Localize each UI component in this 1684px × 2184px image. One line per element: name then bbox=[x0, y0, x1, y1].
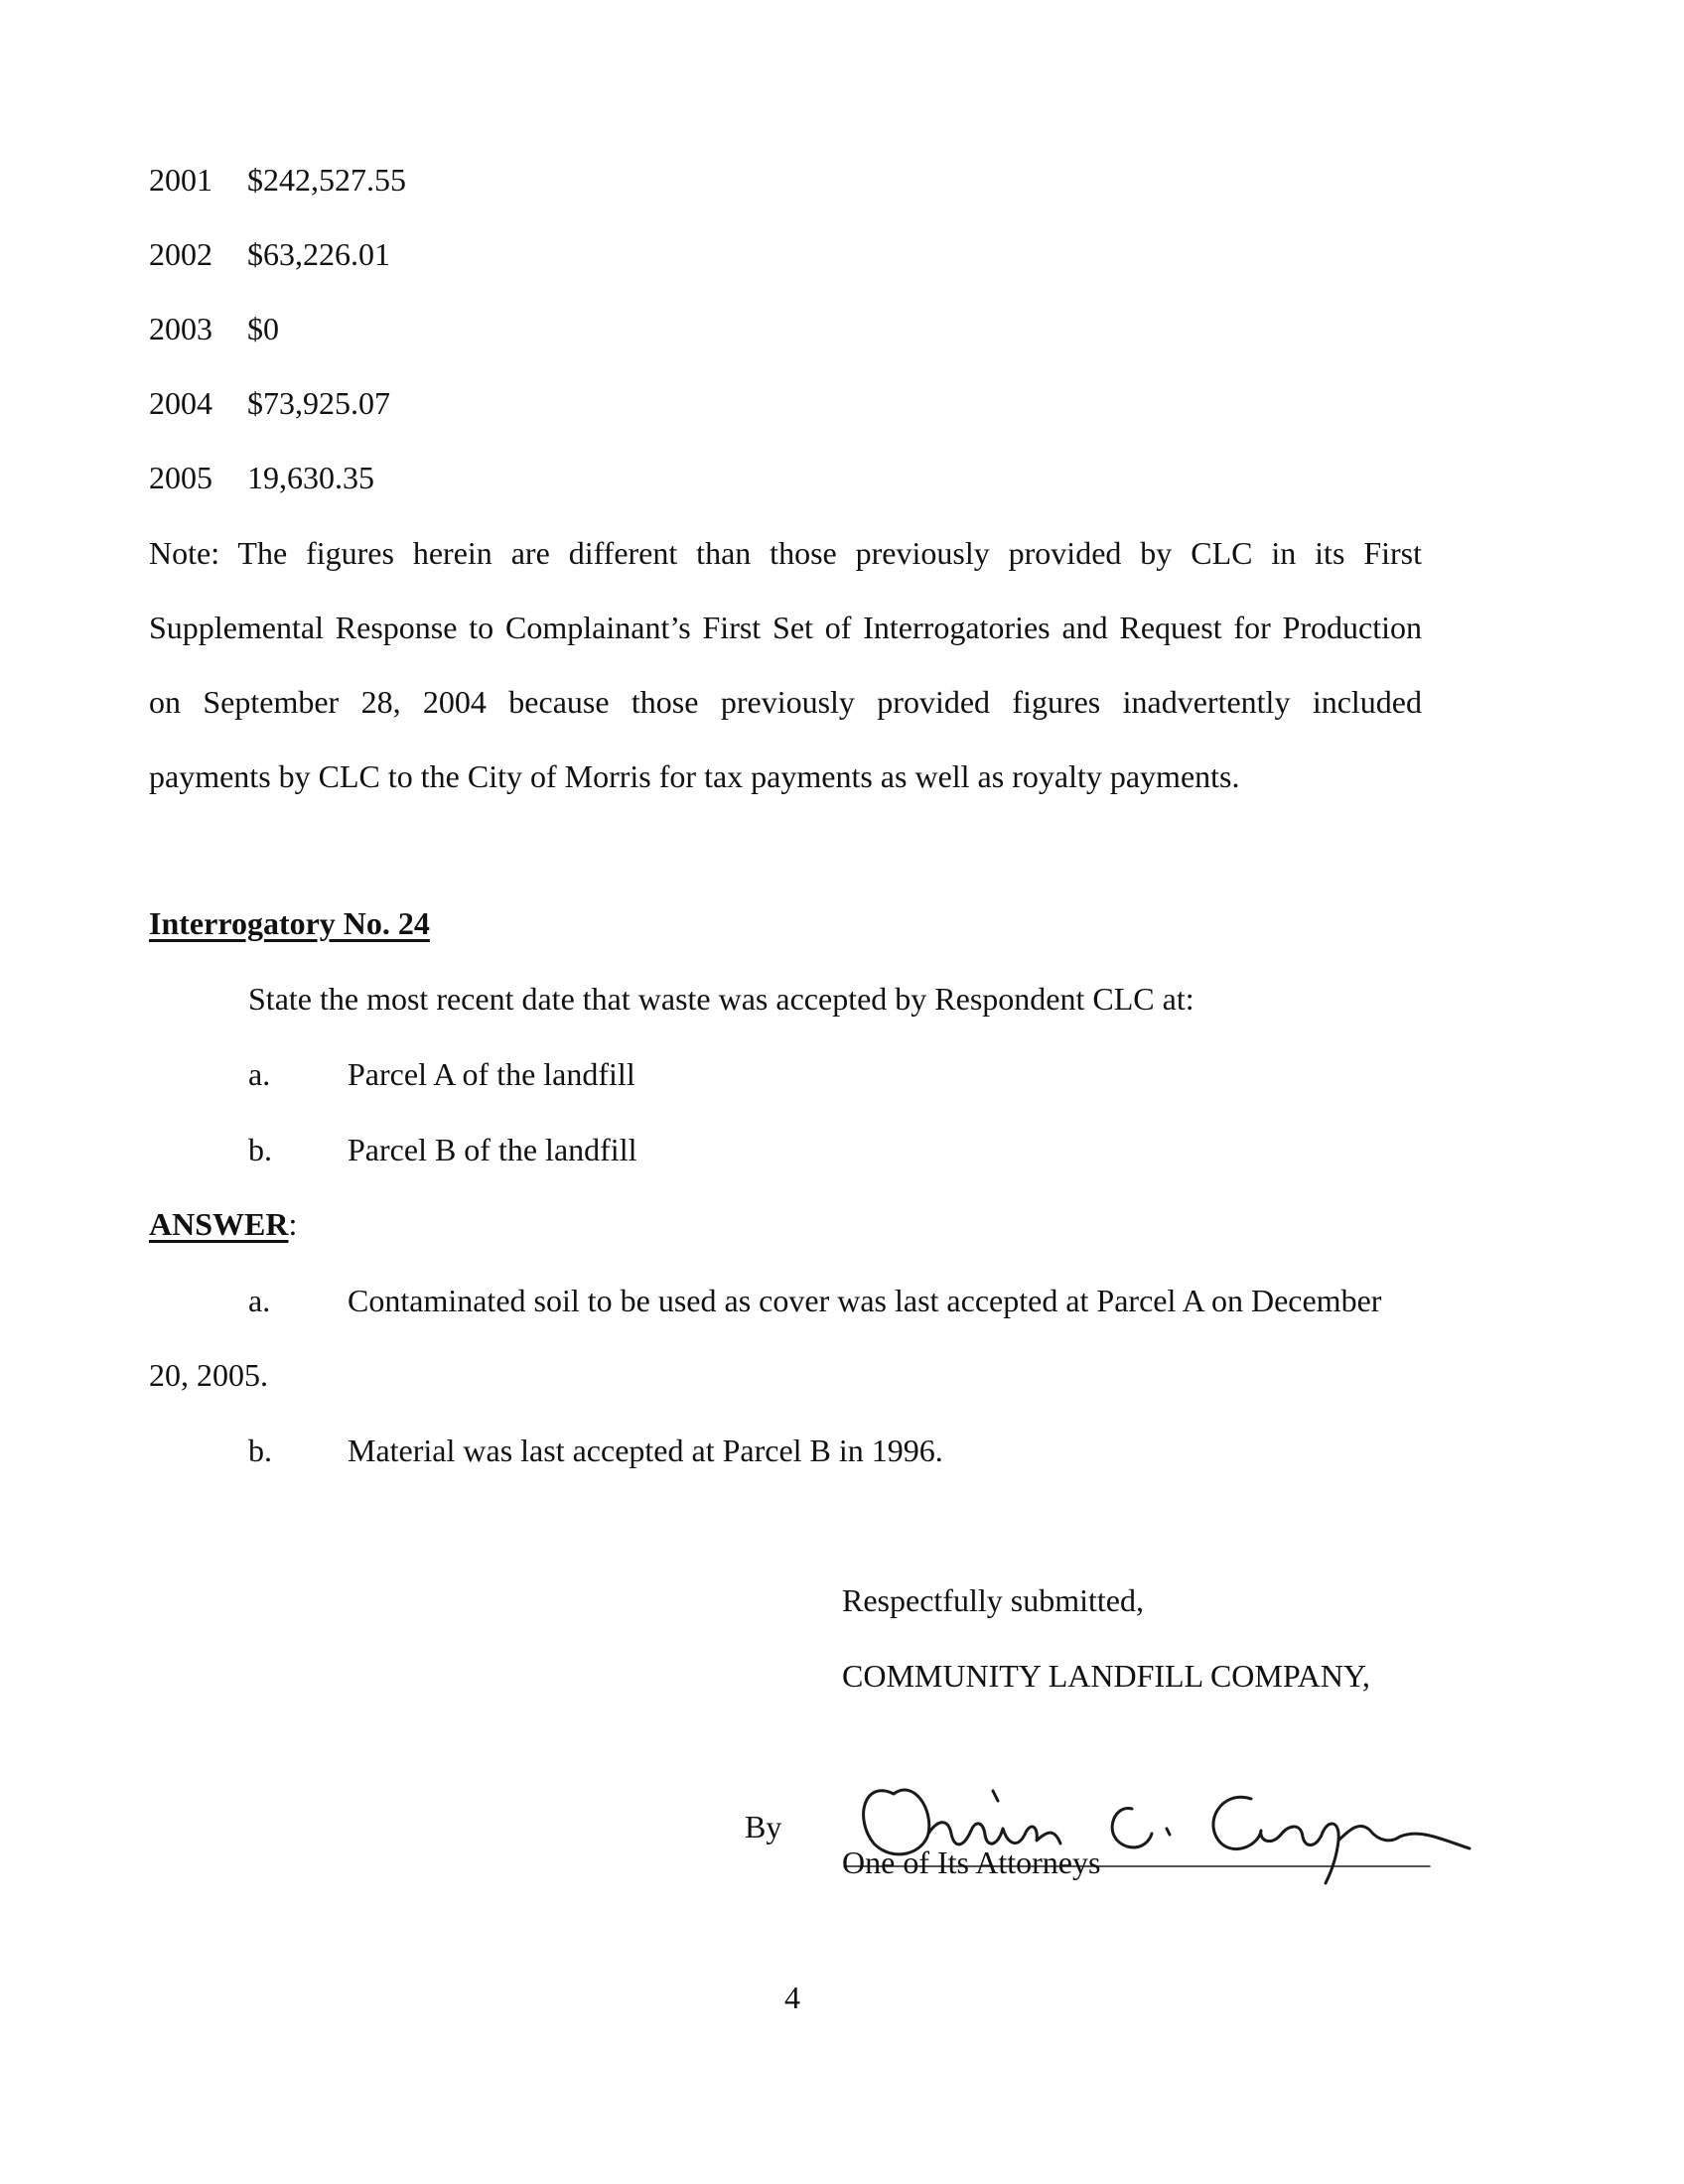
question-item-b-text: Parcel B of the landfill bbox=[348, 1132, 637, 1167]
answer-b-text: Material was last accepted at Parcel B in 1996. bbox=[348, 1433, 943, 1468]
answer-heading: ANSWER bbox=[149, 1206, 289, 1242]
by-label: By bbox=[745, 1809, 782, 1844]
year-2001: 2001 bbox=[149, 162, 212, 198]
company-name: COMMUNITY LANDFILL COMPANY, bbox=[842, 1658, 1370, 1694]
answer-colon: : bbox=[288, 1206, 298, 1242]
amount-2002: $63,226.01 bbox=[247, 236, 390, 272]
amount-2005: 19,630.35 bbox=[247, 460, 374, 495]
answer-b-label: b. bbox=[248, 1433, 272, 1468]
interrogatory-question: State the most recent date that waste was accepted by Respondent CLC at: bbox=[248, 981, 1194, 1017]
amount-2003: $0 bbox=[247, 311, 279, 346]
amount-2001: $242,527.55 bbox=[247, 162, 406, 198]
year-2005: 2005 bbox=[149, 460, 212, 495]
answer-a-label: a. bbox=[248, 1283, 271, 1318]
question-item-b-label: b. bbox=[248, 1132, 272, 1167]
answer-a-text: Contaminated soil to be used as cover was last accepted at Parcel A on December bbox=[348, 1283, 1382, 1318]
question-item-a-label: a. bbox=[248, 1056, 271, 1092]
closing-text: Respectfully submitted, bbox=[842, 1582, 1144, 1618]
amount-2004: $73,925.07 bbox=[247, 385, 390, 421]
page-number: 4 bbox=[784, 1979, 800, 2015]
year-2003: 2003 bbox=[149, 311, 212, 346]
year-2004: 2004 bbox=[149, 385, 212, 421]
answer-heading-wrap bbox=[149, 1206, 297, 1243]
attorney-role: One of Its Attorneys bbox=[842, 1844, 1101, 1880]
interrogatory-heading: Interrogatory No. 24 bbox=[149, 905, 430, 941]
note-line-2: Supplemental Response to Complainant’s First Set of Interrogatories and Request for Production bbox=[149, 610, 1422, 645]
question-item-a-text: Parcel A of the landfill bbox=[348, 1056, 635, 1092]
note-line-1: Note: The figures herein are different than those previously provided by CLC in its First bbox=[149, 535, 1422, 571]
note-line-3: on September 28, 2004 because those previously provided figures inadvertently included bbox=[149, 684, 1422, 720]
year-2002: 2002 bbox=[149, 236, 212, 272]
note-line-4: payments by CLC to the City of Morris for tax payments as well as royalty payments. bbox=[149, 758, 1240, 794]
answer-a-continued: 20, 2005. bbox=[149, 1357, 268, 1393]
